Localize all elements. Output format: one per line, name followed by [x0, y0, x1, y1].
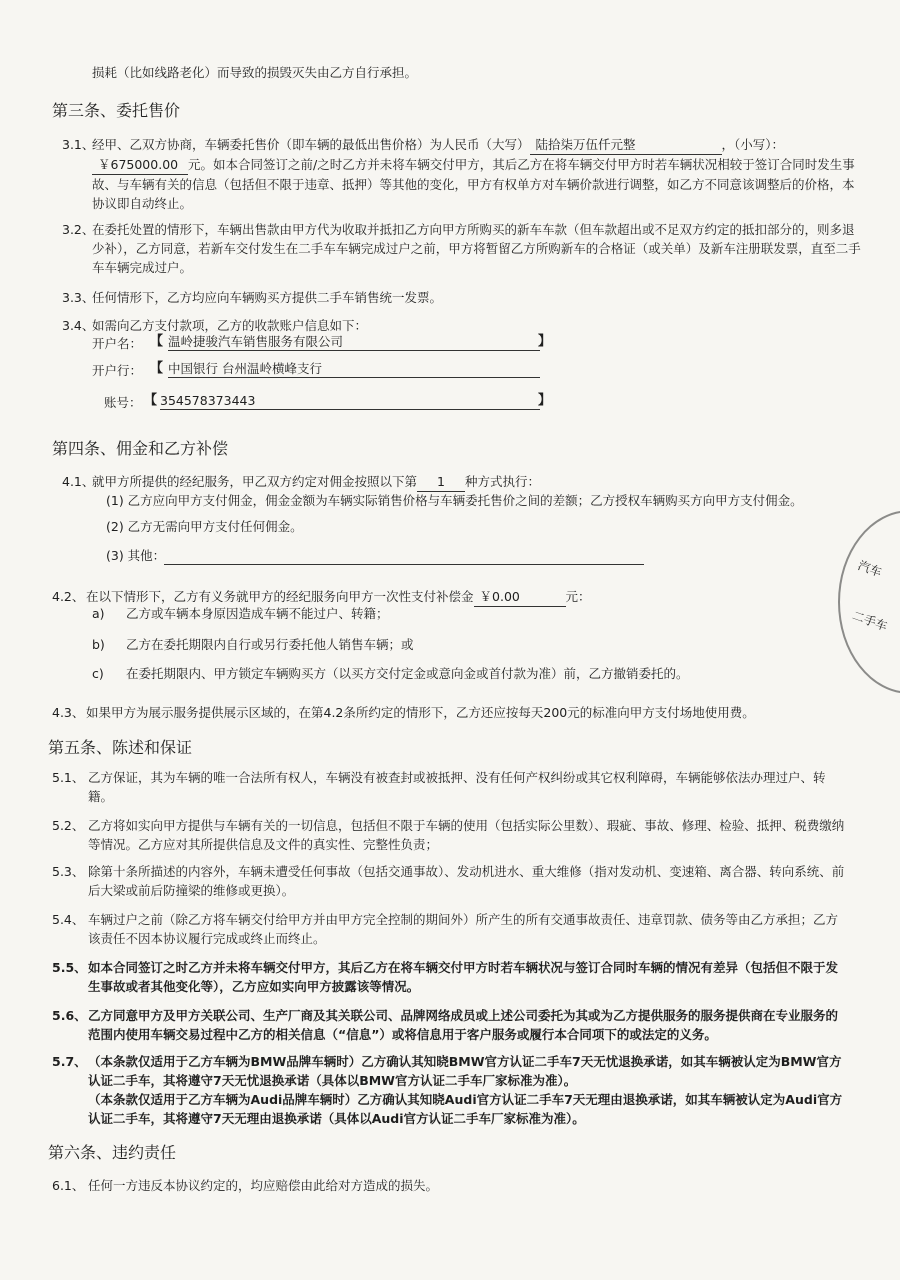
amount-number: ￥675000.00	[92, 155, 188, 175]
commission-option-2: (2) 乙方无需向甲方支付任何佣金。	[106, 519, 303, 534]
clause-5-1: 乙方保证，其为车辆的唯一合法所有权人，车辆没有被查封或被抵押、没有任何产权纠纷或其它权利障碍，车辆能够依法办理过户、转籍。	[88, 770, 826, 804]
clause-4-2-num: 4.2、	[52, 589, 85, 604]
clause-4-2-lead: 在以下情形下，乙方有义务就甲方的经纪服务向甲方一次性支付补偿金	[86, 589, 474, 604]
bank-name-bracket-open: 【	[150, 334, 164, 349]
account-bracket-open: 【	[144, 393, 158, 408]
clause-4-2-tail: 元：	[565, 589, 591, 604]
clause-5-7-bmw: （本条款仅适用于乙方车辆为BMW品牌车辆时）乙方确认其知晓BMW官方认证二手车7天无忧退换承诺，如其车辆被认定为BMW官方认证二手车，其将遵守7天无忧退换承诺（具体以BMW官方认证二手车厂家标准为准）。	[88, 1054, 842, 1088]
bank-branch-label: 开户行：	[92, 363, 143, 378]
item-a-text: 乙方或车辆本身原因造成车辆不能过户、转籍；	[126, 606, 389, 621]
clause-5-3: 除第十条所描述的内容外，车辆未遭受任何事故（包括交通事故）、发动机进水、重大维修（指对发动机、变速箱、离合器、转向系统、前后大梁或前后防撞梁的维修或更换）。	[88, 864, 845, 898]
clause-5-1-num: 5.1、	[52, 770, 85, 785]
bank-branch-field: 中国银行 台州温岭横峰支行	[168, 360, 540, 378]
clause-6-1-num: 6.1、	[52, 1178, 85, 1193]
clause-3-3: 任何情形下，乙方均应向车辆购买方提供二手车销售统一发票。	[92, 290, 443, 305]
clause-3-1	[92, 135, 862, 213]
clause-6-1: 任何一方违反本协议约定的，均应赔偿由此给对方造成的损失。	[88, 1178, 439, 1193]
commission-other-field	[164, 547, 644, 565]
clause-4-1-lead: 就甲方所提供的经纪服务，甲乙双方约定对佣金按照以下第	[92, 474, 418, 489]
clause-5-7-audi: （本条款仅适用于乙方车辆为Audi品牌车辆时）乙方确认其知晓Audi官方认证二手车7天无理由退换承诺，如其车辆被认定为Audi官方认证二手车，其将遵守7天无理由退换承诺（具体以Audi官方认证二手车厂家标准为准）。	[88, 1092, 843, 1126]
clause-5-6: 乙方同意甲方及甲方关联公司、生产厂商及其关联公司、品牌网络成员或上述公司委托为其或为乙方提供服务的服务提供商在专业服务的范围内使用车辆交易过程中乙方的相关信息（“信息”）或将信息用于客户服务或履行本合同项下的或法定的义务。	[88, 1008, 839, 1042]
item-c-text: 在委托期限内、甲方锁定车辆购买方（以买方交付定金或意向金或首付款为准）前，乙方撤销委托的。	[126, 666, 689, 681]
clause-3-4-num: 3.4、	[62, 318, 95, 333]
clause-4-3: 如果甲方为展示服务提供展示区域的，在第4.2条所约定的情形下，乙方还应按每天200元的标准向甲方支付场地使用费。	[86, 705, 755, 720]
article6-title: 第六条、违约责任	[48, 1143, 177, 1162]
clause-5-4: 车辆过户之前（除乙方将车辆交付给甲方并由甲方完全控制的期间外）所产生的所有交通事故责任、违章罚款、债务等由乙方承担；乙方该责任不因本协议履行完成或终止而终止。	[88, 912, 839, 946]
clause-3-4: 如需向乙方支付款项，乙方的收款账户信息如下：	[92, 318, 368, 333]
item-a-label: a)	[92, 606, 105, 621]
bank-name-bracket-close: 】	[538, 334, 552, 349]
clause-4-1-num: 4.1、	[62, 474, 95, 489]
item-c-label: c)	[92, 666, 104, 681]
top-line: 损耗（比如线路老化）而导致的损毁灭失由乙方自行承担。	[92, 65, 418, 80]
account-bracket-close: 】	[538, 393, 552, 408]
compensation-amount: ￥0.00	[474, 587, 566, 607]
clause-4-1-tail: 种方式执行：	[465, 474, 541, 489]
bank-branch-bracket-open: 【	[150, 361, 164, 376]
stamp-text-a: 汽车	[856, 558, 884, 580]
clause-3-1-lead: 经甲、乙双方协商，车辆委托售价（即车辆的最低出售价格）为人民币（大写）	[92, 137, 530, 152]
commission-choice: 1	[417, 472, 465, 492]
clause-5-5: 如本合同签订之时乙方并未将车辆交付甲方，其后乙方在将车辆交付甲方时若车辆状况与签订合同时车辆的情况有差异（包括但不限于发生事故或者其他变化等），乙方应如实向甲方披露该等情况。	[88, 960, 839, 994]
clause-3-2-num: 3.2、	[62, 222, 95, 237]
clause-4-1	[92, 472, 862, 492]
bank-name-label: 开户名：	[92, 336, 143, 351]
clause-4-3-num: 4.3、	[52, 705, 85, 720]
commission-option-3: (3) 其他：	[106, 548, 166, 563]
clause-3-1-tail: 元。如本合同签订之前/之时乙方并未将车辆交付甲方，其后乙方在将车辆交付甲方时若车辆状况相较于签订合同时发生事故、与车辆有关的信息（包括但不限于违章、抵押）等其他的变化，甲方有权单方对车辆价款进行调整，如乙方不同意该调整后的价格，本协议即自动终止。	[92, 157, 855, 211]
article4-title: 第四条、佣金和乙方补偿	[52, 439, 229, 458]
clause-3-3-num: 3.3、	[62, 290, 95, 305]
clause-5-2: 乙方将如实向甲方提供与车辆有关的一切信息，包括但不限于车辆的使用（包括实际公里数）、瑕疵、事故、修理、检验、抵押、税费缴纳等情况。乙方应对其所提供信息及文件的真实性、完整性负责；	[88, 818, 845, 852]
item-b-text: 乙方在委托期限内自行或另行委托他人销售车辆；或	[126, 637, 414, 652]
clause-3-1-mid: ，（小写）：	[721, 137, 785, 152]
company-stamp	[838, 510, 900, 694]
account-field: 354578373443	[160, 392, 540, 410]
article3-title: 第三条、委托售价	[52, 101, 181, 120]
clause-3-2: 在委托处置的情形下，车辆出售款由甲方代为收取并抵扣乙方向甲方所购买的新车车款（但车款超出或不足双方约定的抵扣部分的，则多退少补），乙方同意，若新车交付发生在二手车车辆完成过户之前，甲方将暂留乙方所购新车的合格证（或关单）及新车注册联发票，直至二手车车辆完成过户。	[92, 222, 861, 275]
clause-4-2	[86, 587, 856, 607]
amount-words: 陆拾柒万伍仟元整	[530, 135, 722, 155]
clause-5-7-num: 5.7、	[52, 1054, 87, 1069]
clause-5-3-num: 5.3、	[52, 864, 85, 879]
clause-3-1-num: 3.1、	[62, 137, 95, 152]
account-label: 账号：	[104, 395, 142, 410]
clause-5-6-num: 5.6、	[52, 1008, 87, 1023]
bank-name-field: 温岭捷骏汽车销售服务有限公司	[168, 333, 540, 351]
article5-title: 第五条、陈述和保证	[48, 738, 193, 757]
commission-option-1: (1) 乙方应向甲方支付佣金，佣金金额为车辆实际销售价格与车辆委托售价之间的差额；乙方授权车辆购买方向甲方支付佣金。	[106, 493, 803, 508]
clause-5-5-num: 5.5、	[52, 960, 87, 975]
item-b-label: b)	[92, 637, 105, 652]
stamp-text-b: 二手车	[850, 608, 890, 634]
clause-5-2-num: 5.2、	[52, 818, 85, 833]
clause-5-4-num: 5.4、	[52, 912, 85, 927]
